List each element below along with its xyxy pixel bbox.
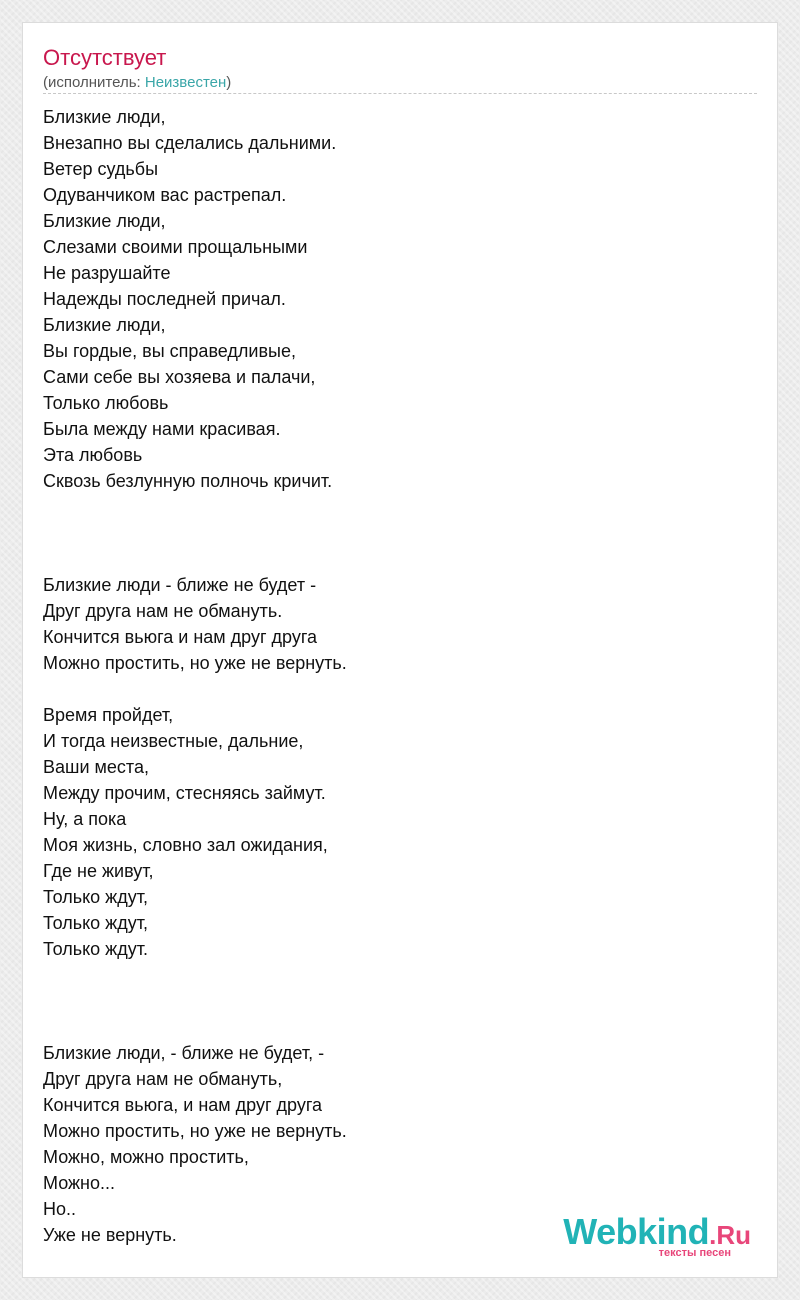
lyric-line: Моя жизнь, словно зал ожидания, bbox=[43, 835, 328, 855]
lyric-line: Близкие люди, bbox=[43, 315, 166, 335]
lyric-blank-line bbox=[43, 988, 743, 1014]
lyric-line: Близкие люди, bbox=[43, 107, 166, 127]
lyric-line: Друг друга нам не обмануть, bbox=[43, 1069, 283, 1089]
lyric-line: Между прочим, стесняясь займут. bbox=[43, 783, 326, 803]
lyric-line: Не разрушайте bbox=[43, 263, 171, 283]
lyric-blank-line bbox=[43, 546, 743, 572]
lyric-line: Слезами своими прощальными bbox=[43, 237, 308, 257]
lyric-line: Одуванчиком вас растрепал. bbox=[43, 185, 287, 205]
artist-prefix: (исполнитель: bbox=[43, 74, 145, 91]
lyric-blank-line bbox=[43, 520, 743, 546]
lyrics-text bbox=[43, 104, 743, 1248]
title-divider bbox=[43, 93, 757, 94]
song-title: Отсутствует bbox=[43, 45, 167, 70]
lyric-line: Близкие люди - ближе не будет - bbox=[43, 575, 317, 595]
lyric-line: Можно, можно простить, bbox=[43, 1147, 249, 1167]
lyric-line: И тогда неизвестные, дальние, bbox=[43, 731, 304, 751]
lyric-line: Сами себе вы хозяева и палачи, bbox=[43, 367, 316, 387]
lyric-line: Можно... bbox=[43, 1173, 115, 1193]
artist-line bbox=[43, 73, 231, 93]
lyric-line: Где не живут, bbox=[43, 861, 154, 881]
lyric-line: Кончится вьюга и нам друг друга bbox=[43, 627, 318, 647]
lyric-line: Но.. bbox=[43, 1199, 77, 1219]
logo-main-text: Webkind bbox=[563, 1211, 710, 1252]
lyrics-card bbox=[22, 22, 778, 1278]
lyric-line: Близкие люди, - ближе не будет, - bbox=[43, 1043, 325, 1063]
lyric-line: Ветер судьбы bbox=[43, 159, 159, 179]
lyric-line: Эта любовь bbox=[43, 445, 143, 465]
lyric-blank-line bbox=[43, 494, 743, 520]
lyric-line: Уже не вернуть. bbox=[43, 1225, 177, 1245]
lyric-line: Только ждут, bbox=[43, 887, 148, 907]
lyric-blank-line bbox=[43, 676, 743, 702]
lyric-line: Близкие люди, bbox=[43, 211, 166, 231]
site-logo[interactable] bbox=[563, 1211, 751, 1259]
lyric-line: Была между нами красивая. bbox=[43, 419, 281, 439]
lyric-line: Друг друга нам не обмануть. bbox=[43, 601, 283, 621]
artist-suffix: ) bbox=[226, 74, 232, 91]
lyric-blank-line bbox=[43, 962, 743, 988]
lyric-line: Надежды последней причал. bbox=[43, 289, 286, 309]
logo-subtitle: тексты песен bbox=[658, 1247, 731, 1259]
lyric-line: Можно простить, но уже не вернуть. bbox=[43, 1121, 347, 1141]
lyric-line: Вы гордые, вы справедливые, bbox=[43, 341, 296, 361]
lyric-line: Только любовь bbox=[43, 393, 169, 413]
lyric-line: Сквозь безлунную полночь кричит. bbox=[43, 471, 333, 491]
artist-link[interactable]: Неизвестен bbox=[144, 74, 227, 91]
lyric-line: Ваши места, bbox=[43, 757, 149, 777]
lyric-line: Можно простить, но уже не вернуть. bbox=[43, 653, 347, 673]
lyric-blank-line bbox=[43, 1014, 743, 1040]
lyric-line: Внезапно вы сделались дальними. bbox=[43, 133, 337, 153]
lyric-line: Только ждут, bbox=[43, 913, 148, 933]
logo-tld-text: .Ru bbox=[709, 1220, 751, 1250]
lyric-line: Ну, а пока bbox=[43, 809, 127, 829]
lyric-line: Кончится вьюга, и нам друг друга bbox=[43, 1095, 323, 1115]
lyric-line: Только ждут. bbox=[43, 939, 148, 959]
lyric-line: Время пройдет, bbox=[43, 705, 174, 725]
